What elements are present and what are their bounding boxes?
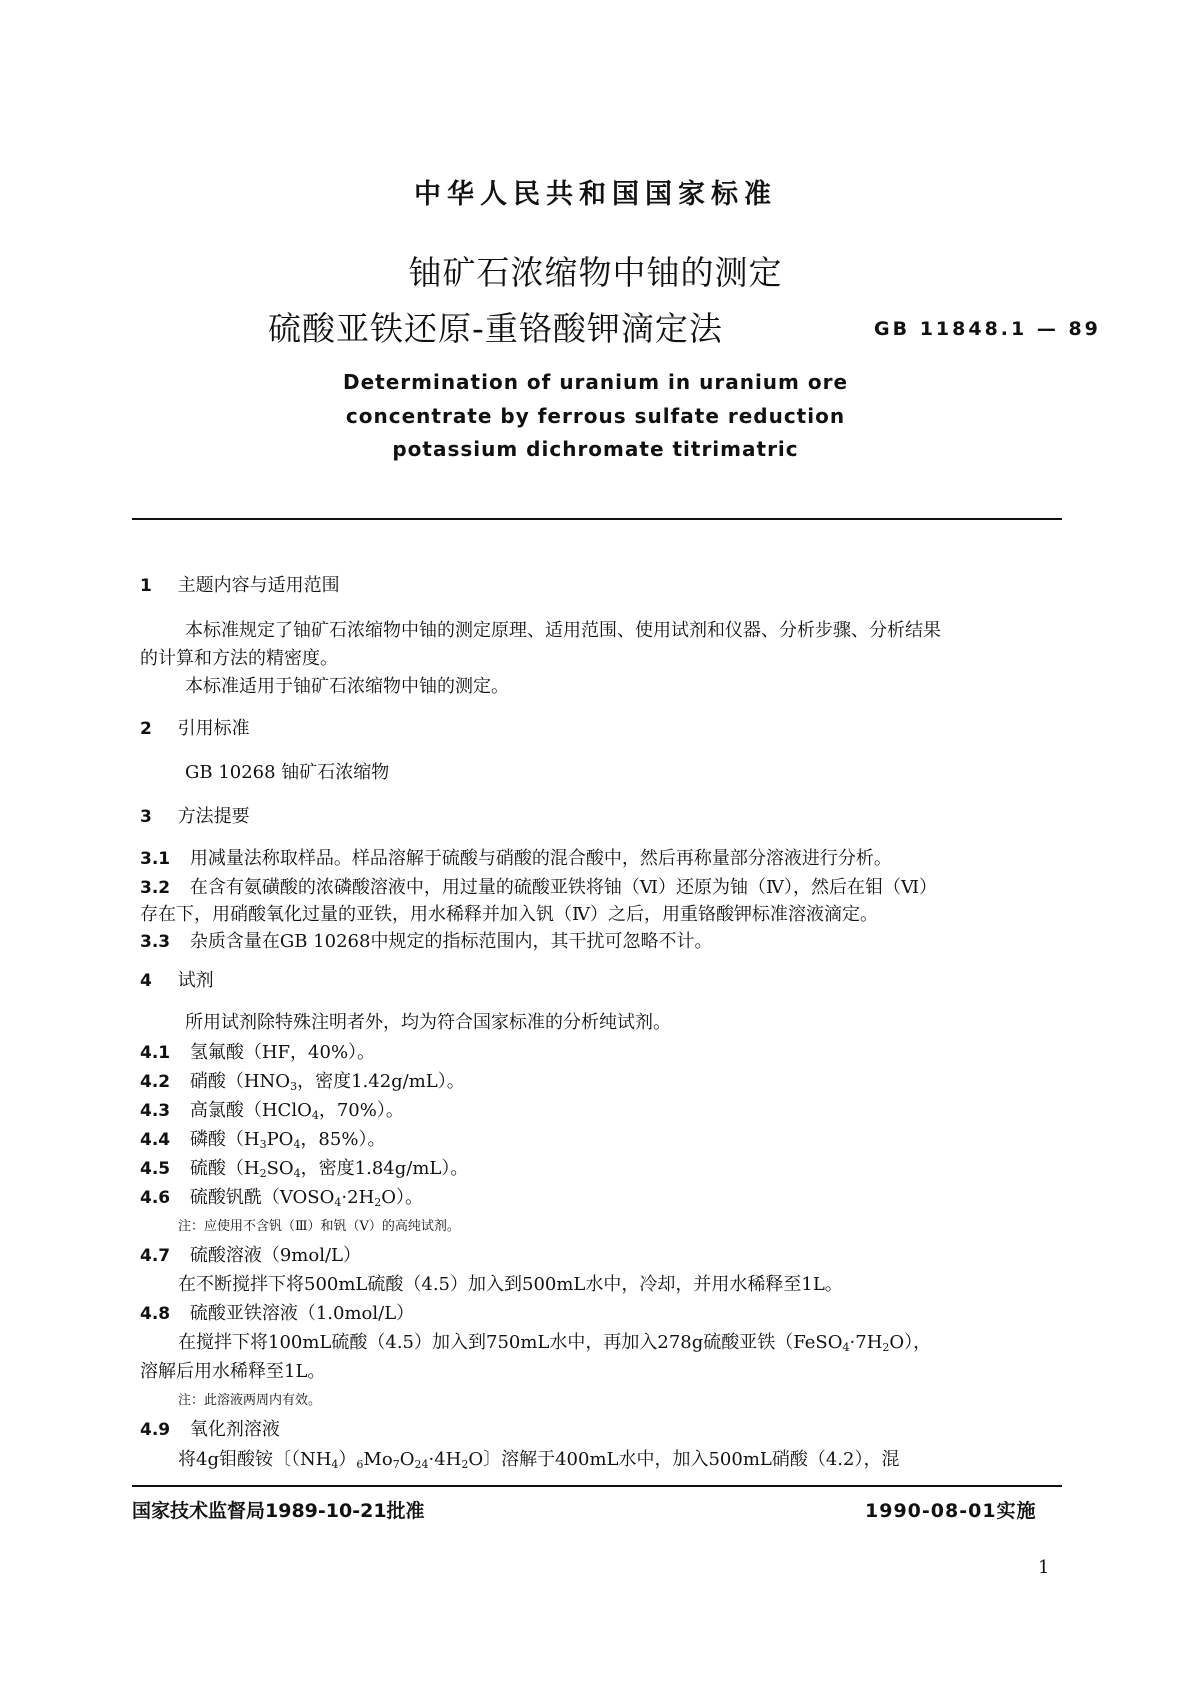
clause-number: 4.3 — [140, 1101, 171, 1121]
reagent-4-7 — [140, 1244, 361, 1268]
reagent-description: 将4g钼酸铵〔$(NH_4)_6Mo_7O_{24}\cdot 4H_2O$〕溶解于400mL水中，加入500mL硝酸（4.2），混 — [178, 1449, 900, 1471]
clause-number: 4.4 — [140, 1130, 171, 1150]
reagent-description: 在搅拌下将100mL硫酸（4.5）加入到750mL水中，再加入278g硫酸亚铁$(FeSO_4\cdot 7H_2O)$， — [178, 1332, 932, 1354]
header-divider — [132, 518, 1062, 520]
clause-number: 4.1 — [140, 1043, 171, 1063]
section-number: 3 — [140, 807, 152, 827]
paragraph-line: 的计算和方法的精密度。 — [140, 648, 338, 669]
title-en-line-2: concentrate by ferrous sulfate reduction — [345, 404, 846, 428]
referenced-standard: GB 10268 铀矿石浓缩物 — [185, 762, 390, 783]
reagent-description: 在不断搅拌下将500mL硫酸（4.5）加入到500mL水中，冷却，并用水稀释至1L。 — [178, 1274, 843, 1295]
title-en-line-1: Determination of uranium in uranium ore — [342, 370, 849, 394]
national-standard-heading: 中华人民共和国国家标准 — [414, 179, 777, 210]
section-number: 1 — [140, 576, 152, 596]
section-number: 4 — [140, 971, 152, 991]
reagent-4-6 — [140, 1186, 423, 1215]
clause-text: 在含有氨磺酸的浓磷酸溶液中，用过量的硫酸亚铁将铀（Ⅵ）还原为铀（Ⅳ），然后在钼（Ⅵ） — [189, 877, 938, 898]
clause-number: 3.3 — [140, 932, 171, 952]
footer-divider — [132, 1485, 1062, 1487]
reagent-text: 硝酸（$HNO_3$，密度1.42g/mL）。 — [189, 1071, 465, 1093]
reagent-text: 硫酸溶液（9mol/L） — [189, 1245, 361, 1266]
section-3-heading — [140, 805, 250, 829]
section-4-heading — [140, 969, 214, 993]
section-title: 试剂 — [177, 970, 214, 991]
clause-text: 用减量法称取样品。样品溶解于硫酸与硝酸的混合酸中，然后再称量部分溶液进行分析。 — [189, 848, 892, 869]
clause-3-2 — [140, 876, 937, 900]
section-1-heading — [140, 574, 340, 598]
reagent-text: 氢氟酸（HF，40%）。 — [189, 1042, 376, 1063]
clause-text-continued: 存在下，用硝酸氧化过量的亚铁，用水稀释并加入钒（Ⅳ）之后，用重铬酸钾标准溶液滴定。 — [140, 904, 878, 925]
page-number: 1 — [1038, 1557, 1050, 1578]
paragraph-line: 本标准规定了铀矿石浓缩物中铀的测定原理、适用范围、使用试剂和仪器、分析步骤、分析结果 — [185, 620, 941, 641]
reagent-description-continued: 溶解后用水稀释至1L。 — [140, 1361, 326, 1382]
section-title: 引用标准 — [177, 718, 250, 739]
reagent-text: 硫酸（$H_2SO_4$，密度1.84g/mL）。 — [189, 1158, 469, 1180]
reagent-4-2 — [140, 1070, 465, 1099]
clause-number: 3.1 — [140, 849, 171, 869]
clause-3-1 — [140, 847, 892, 871]
standard-code: GB 11848.1 — 89 — [874, 318, 1101, 340]
section-title: 方法提要 — [177, 806, 250, 827]
reagent-text: 高氯酸（HClO$_4$，70%）。 — [189, 1100, 404, 1122]
clause-3-3 — [140, 930, 712, 954]
approval-date: 国家技术监督局1989-10-21批准 — [132, 1500, 425, 1522]
section-number: 2 — [140, 719, 152, 739]
reagent-note: 注：此溶液两周内有效。 — [178, 1393, 322, 1408]
clause-number: 4.5 — [140, 1159, 171, 1179]
reagent-text: 硫酸亚铁溶液（1.0mol/L） — [189, 1303, 415, 1324]
clause-number: 4.8 — [140, 1304, 171, 1324]
reagent-4-4 — [140, 1128, 385, 1157]
reagent-4-9 — [140, 1418, 280, 1442]
title-cn-line-2: 硫酸亚铁还原-重铬酸钾滴定法 — [268, 309, 723, 348]
paragraph-line: 本标准适用于铀矿石浓缩物中铀的测定。 — [185, 676, 509, 697]
effective-date: 1990-08-01实施 — [865, 1500, 1037, 1522]
reagent-intro: 所用试剂除特殊注明者外，均为符合国家标准的分析纯试剂。 — [185, 1012, 671, 1033]
title-cn-line-1: 铀矿石浓缩物中铀的测定 — [408, 253, 783, 292]
reagent-note: 注：应使用不含钒（Ⅲ）和钒（Ⅴ）的高纯试剂。 — [178, 1219, 460, 1234]
section-2-heading — [140, 717, 250, 741]
reagent-4-1 — [140, 1041, 375, 1065]
clause-number: 3.2 — [140, 878, 171, 898]
reagent-4-8 — [140, 1302, 414, 1326]
reagent-text: 氧化剂溶液 — [189, 1419, 280, 1440]
reagent-text: 磷酸（$H_3PO_4$，85%）。 — [189, 1129, 386, 1151]
clause-number: 4.7 — [140, 1246, 171, 1266]
reagent-4-5 — [140, 1157, 468, 1186]
title-en-line-3: potassium dichromate titrimatric — [392, 437, 799, 461]
reagent-4-3 — [140, 1099, 404, 1128]
reagent-text: 硫酸钒酰$(VOSO_4\cdot 2H_2O)$。 — [189, 1187, 424, 1209]
clause-number: 4.6 — [140, 1188, 171, 1208]
clause-number: 4.9 — [140, 1420, 171, 1440]
section-title: 主题内容与适用范围 — [177, 575, 340, 596]
clause-number: 4.2 — [140, 1072, 171, 1092]
clause-text: 杂质含量在GB 10268中规定的指标范围内，其干扰可忽略不计。 — [189, 931, 713, 952]
